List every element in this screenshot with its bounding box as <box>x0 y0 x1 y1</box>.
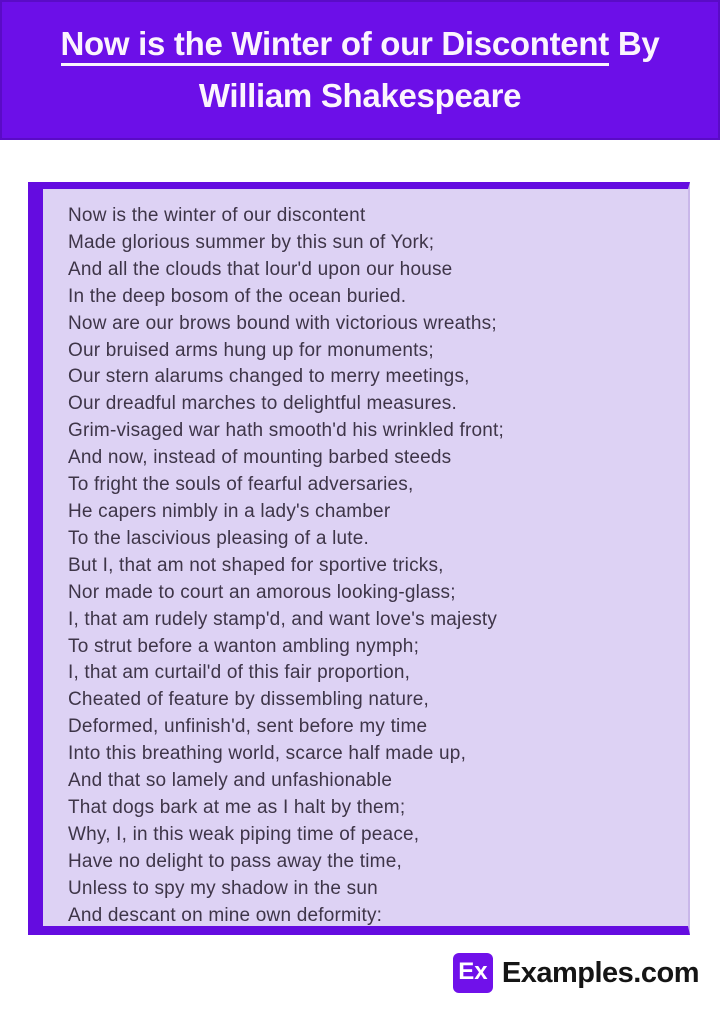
poem-line: Our stern alarums changed to merry meetings, <box>68 366 470 388</box>
poem-line: I, that am curtail'd of this fair proportion, <box>68 662 411 684</box>
brand-logo <box>453 953 699 993</box>
poem-line: Now is the winter of our discontent <box>68 205 366 226</box>
author-name: William Shakespeare <box>198 77 522 114</box>
poem-line: Our dreadful marches to delightful measures. <box>68 393 457 415</box>
poem-line: And descant on mine own deformity: <box>68 904 383 926</box>
poem-line: Why, I, in this weak piping time of peace, <box>68 823 420 845</box>
poem-line: Nor made to court an amorous looking-glass; <box>68 581 456 603</box>
poem-line: But I, that am not shaped for sportive tricks, <box>68 554 444 576</box>
poem-line: Our bruised arms hung up for monuments; <box>68 339 434 361</box>
poem-line: He capers nimbly in a lady's chamber <box>68 500 391 522</box>
poem-line: Made glorious summer by this sun of York; <box>68 231 435 253</box>
header-banner <box>0 0 720 140</box>
examples-logo-badge: Ex <box>453 953 493 993</box>
poem-line: Deformed, unfinish'd, sent before my time <box>68 716 428 738</box>
poem-line: That dogs bark at me as I halt by them; <box>68 796 406 818</box>
poem-line: Unless to spy my shadow in the sun <box>68 877 378 899</box>
brand-name: Examples.com <box>501 956 699 989</box>
poem-text <box>68 203 672 929</box>
poem-card <box>28 182 690 935</box>
poem-line: And that so lamely and unfashionable <box>68 770 393 792</box>
poem-line: To strut before a wanton ambling nymph; <box>68 635 420 657</box>
poem-line: Grim-visaged war hath smooth'd his wrinkled front; <box>68 420 505 442</box>
poem-line: And now, instead of mounting barbed steeds <box>68 447 452 469</box>
poem-line: Have no delight to pass away the time, <box>68 850 402 872</box>
poem-line: Cheated of feature by dissembling nature, <box>68 689 429 711</box>
title-underlined-text: Now is the Winter of our Discontent <box>61 25 609 66</box>
poem-line: I, that am rudely stamp'd, and want love's majesty <box>68 608 498 630</box>
poem-line: Now are our brows bound with victorious wreaths; <box>68 312 497 334</box>
poem-line: Into this breathing world, scarce half made up, <box>68 743 467 765</box>
poem-title <box>61 18 660 122</box>
title-by-text: By <box>617 25 660 62</box>
poem-line: And all the clouds that lour'd upon our house <box>68 258 453 280</box>
poem-line: To fright the souls of fearful adversaries, <box>68 474 414 496</box>
poem-line: To the lascivious pleasing of a lute. <box>68 527 370 549</box>
poem-line: In the deep bosom of the ocean buried. <box>68 285 407 307</box>
